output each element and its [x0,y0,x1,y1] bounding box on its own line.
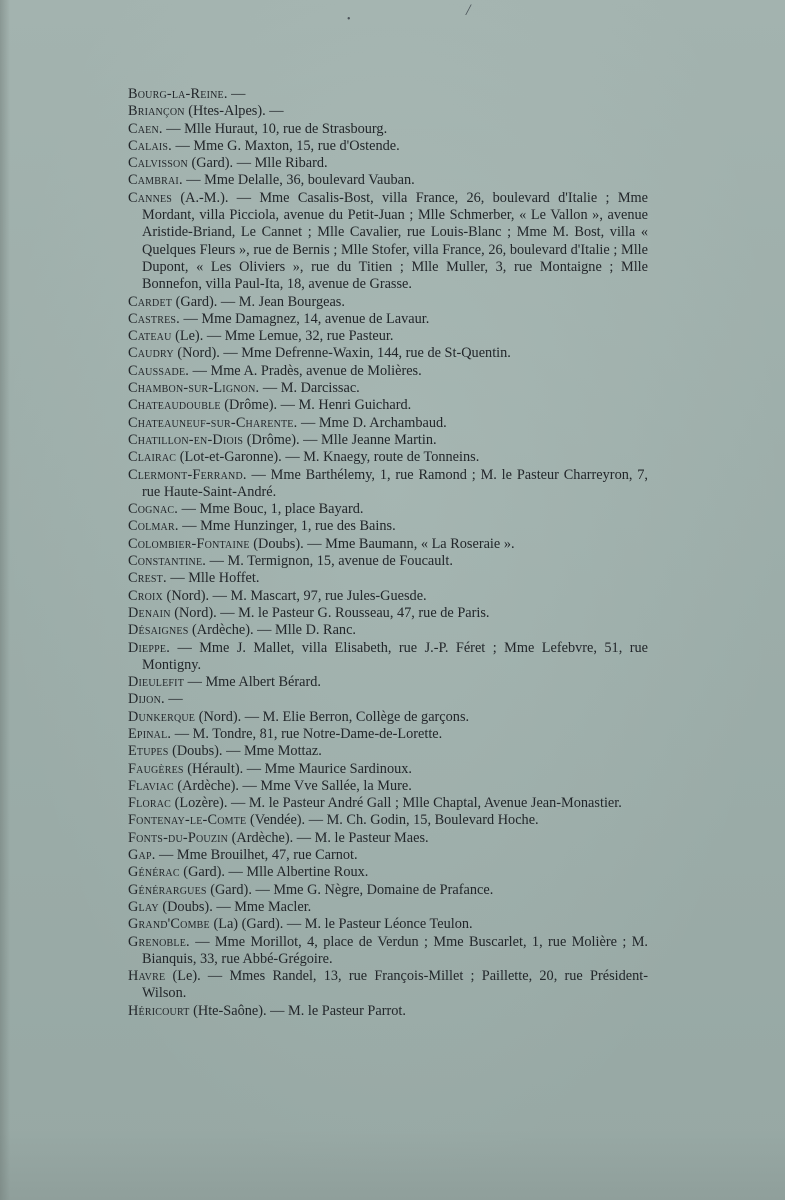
place-name: Briançon [128,103,185,120]
directory-entry [128,968,648,1003]
entry-details: (Hte-Saône). — M. le Pasteur Parrot. [189,1002,406,1019]
place-name: Cambrai. [128,172,183,189]
place-name: Chambon-sur-Lignon. [128,380,260,397]
place-name: Dijon. [128,691,165,708]
entry-details: (Ardèche). — Mlle D. Ranc. [188,622,357,639]
place-name: Havre [128,968,166,985]
place-name: Fonts-du-Pouzin [128,829,229,846]
directory-entry [128,691,648,708]
entry-details: (Gard). — Mlle Albertine Roux. [179,864,369,881]
entry-details: — M. Darcissac. [259,380,360,397]
entry-details: (La) (Gard). — M. le Pasteur Léonce Teulon. [209,916,473,933]
entry-details: (Doubs). — Mme Baumann, « La Roseraie ». [249,535,515,552]
entry-details: — [227,86,246,102]
place-name: Générargues [128,881,207,898]
directory-entry [128,432,648,449]
entry-details: (Le). — Mmes Randel, 13, rue François-Millet ; Paillette, 20, rue Président-Wilson. [142,968,648,1002]
directory-entry [128,622,648,639]
place-name: Castres. [128,310,180,327]
place-name: Etupes [128,743,169,760]
directory-entry [128,709,648,726]
entry-details: — M. Tondre, 81, rue Notre-Dame-de-Lorette. [171,725,443,742]
place-name: Cateau [128,328,172,345]
entry-details: (Nord). — M. le Pasteur G. Rousseau, 47, rue de Paris. [170,604,490,621]
directory-entry [128,415,648,432]
place-name: Croix [128,587,163,604]
directory-entry [128,345,648,362]
place-name: Chateaudouble [128,397,221,414]
place-name: Générac [128,864,180,881]
directory-entry [128,103,648,120]
entry-details: (Gard). — M. Jean Bourgeas. [172,293,345,310]
place-name: Grenoble. [128,933,190,950]
place-name: Denain [128,604,171,621]
entry-details: — [164,691,183,708]
directory-entry [128,86,648,103]
entry-details: — Mlle Hoffet. [166,570,260,587]
directory-entry [128,328,648,345]
place-name: Cardet [128,293,173,310]
entry-details: (Lozère). — M. le Pasteur André Gall ; Mlle Chaptal, Avenue Jean-Monastier. [171,795,622,812]
directory-entry [128,518,648,535]
directory-entry [128,449,648,466]
entry-details: (A.-M.). — Mme Casalis-Bost, villa France, 26, boulevard d'Italie ; Mme Mordant, villa Picciola, avenue du Petit-Juan ; Mlle Schmerber, « Le Vallon », avenue Aristide-Briand, Le Cannet ; Mlle Cavalier, rue Louis-Blanc ; Mme M. Bost, villa « Quelques Fleurs », rue de Bernis ; Mlle Stofer, villa France, 26, boulevard d'Italie ; Mlle Dupont, « Les Oliviers », rue du Titien ; Mlle Muller, 3, rue Montaigne ; Mlle Bonnefon, villa Paul-Ita, 18, avenue de Grasse. [142,189,648,293]
directory-entry [128,640,648,675]
entry-details: (Doubs). — Mme Mottaz. [168,743,322,760]
entry-details: (Vendée). — M. Ch. Godin, 15, Boulevard Hoche. [246,812,539,829]
entry-details: (Drôme). — Mlle Jeanne Martin. [243,431,437,448]
entry-details: — Mme Brouilhet, 47, rue Carnot. [155,847,358,864]
place-name: Gap. [128,847,156,864]
entry-details: — Mme Barthélemy, 1, rue Ramond ; M. le Pasteur Charreyron, 7, rue Haute-Saint-André. [142,466,648,500]
directory-entry [128,916,648,933]
entry-details: — Mme Morillot, 4, place de Verdun ; Mme Buscarlet, 1, rue Molière ; M. Bianquis, 33, rue Abbé-Grégoire. [142,933,648,967]
place-name: Chatillon-en-Diois [128,431,244,448]
place-name: Colombier-Fontaine [128,535,250,552]
directory-entry [128,121,648,138]
place-name: Clermont-Ferrand. [128,466,247,483]
directory-entry [128,743,648,760]
directory-entry [128,674,648,691]
entry-details: (Ardèche). — M. le Pasteur Maes. [228,829,429,846]
place-name: Calvisson [128,155,188,172]
directory-entry [128,605,648,622]
directory-entry [128,380,648,397]
entry-details: (Doubs). — Mme Macler. [158,898,312,915]
address-directory-list [128,86,648,1020]
place-name: Calais. [128,137,172,154]
place-name: Cognac. [128,501,179,518]
place-name: Clairac [128,449,177,466]
directory-entry [128,864,648,881]
entry-details: — Mme J. Mallet, villa Elisabeth, rue J.-P. Féret ; Mme Lefebvre, 51, rue Montigny. [142,639,648,673]
directory-entry [128,726,648,743]
directory-entry [128,190,648,294]
place-name: Caussade. [128,362,190,379]
directory-entry [128,294,648,311]
place-name: Glay [128,898,159,915]
directory-entry [128,553,648,570]
directory-entry [128,847,648,864]
entry-details: — Mlle Huraut, 10, rue de Strasbourg. [162,120,388,137]
directory-entry [128,155,648,172]
entry-details: (Drôme). — M. Henri Guichard. [220,397,412,414]
place-name: Caen. [128,120,163,137]
place-name: Epinal. [128,725,172,742]
place-name: Chateauneuf-sur-Charente. [128,414,298,431]
entry-details: (Gard). — Mme G. Nègre, Domaine de Prafance. [206,881,494,898]
place-name: Héricourt [128,1002,190,1019]
entry-details: — Mme Damagnez, 14, avenue de Lavaur. [179,310,430,327]
entry-details: (Lot-et-Garonne). — M. Knaegy, route de Tonneins. [176,449,480,466]
directory-entry [128,795,648,812]
place-name: Dieppe. [128,639,170,656]
directory-entry [128,397,648,414]
directory-entry [128,501,648,518]
place-name: Fontenay-le-Comte [128,812,247,829]
place-name: Florac [128,795,172,812]
entry-details: (Nord). — M. Elie Berron, Collège de garçons. [195,708,470,725]
entry-details: (Nord). — Mme Defrenne-Waxin, 144, rue de St-Quentin. [173,345,511,362]
place-name: Colmar. [128,518,179,535]
place-name: Dieulefit [128,674,185,691]
entry-details: (Htes-Alpes). — [184,103,284,120]
entry-details: — M. Termignon, 15, avenue de Foucault. [206,553,453,570]
place-name: Grand'Combe [128,916,210,933]
directory-entry [128,570,648,587]
directory-entry [128,536,648,553]
entry-details: — Mme D. Archambaud. [297,414,447,431]
directory-entry [128,812,648,829]
place-name: Dunkerque [128,708,196,725]
entry-details: (Ardèche). — Mme Vve Sallée, la Mure. [173,777,412,794]
ink-dot-mark: • [347,14,351,25]
entry-details: — Mme Bouc, 1, place Bayard. [178,501,364,518]
entry-details: (Hérault). — Mme Maurice Sardinoux. [183,760,412,777]
directory-entry [128,899,648,916]
directory-entry [128,172,648,189]
entry-details: — Mme Delalle, 36, boulevard Vauban. [182,172,415,189]
entry-details: — Mme Hunzinger, 1, rue des Bains. [178,518,396,535]
place-name: Bourg-la-Reine. [128,86,228,102]
place-name: Cannes [128,189,173,206]
entry-details: (Le). — Mme Lemue, 32, rue Pasteur. [171,328,394,345]
directory-entry [128,778,648,795]
place-name: Faugères [128,760,184,777]
entry-details: (Nord). — M. Mascart, 97, rue Jules-Guesde. [162,587,427,604]
directory-entry [128,311,648,328]
place-name: Flaviac [128,777,174,794]
directory-entry [128,138,648,155]
directory-entry [128,882,648,899]
place-name: Crest. [128,570,167,587]
place-name: Caudry [128,345,174,362]
directory-entry [128,363,648,380]
directory-entry [128,934,648,969]
entry-details: — Mme Albert Bérard. [184,674,321,691]
directory-entry [128,761,648,778]
directory-entry [128,1003,648,1020]
directory-entry [128,467,648,502]
directory-entry [128,830,648,847]
place-name: Désaignes [128,622,189,639]
entry-details: (Gard). — Mlle Ribard. [187,155,328,172]
directory-entry [128,588,648,605]
ink-stroke-mark: / [466,2,471,19]
place-name: Constantine. [128,553,207,570]
entry-details: — Mme G. Maxton, 15, rue d'Ostende. [171,137,400,154]
entry-details: — Mme A. Pradès, avenue de Molières. [189,362,422,379]
